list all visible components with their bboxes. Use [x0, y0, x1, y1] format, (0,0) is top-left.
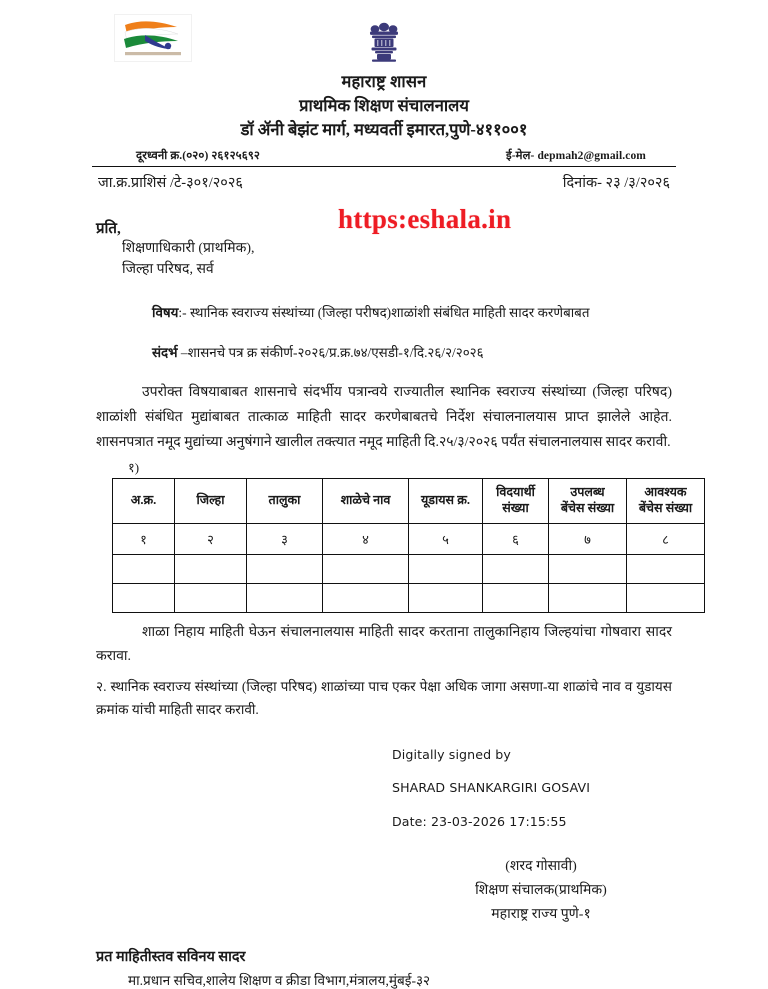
reference-text: –शासनचे पत्र क्र संकीर्ण-२०२६/प्र.क्र.७४/एसडी-१/दि.२६/२/२०२६: [177, 345, 484, 361]
digital-signature-line-1: Digitally signed by: [392, 746, 511, 762]
letter-meta-row: [96, 167, 672, 192]
org-name-line2: प्राथमिक शिक्षण संचालनालय: [299, 95, 469, 115]
empty-cell: [409, 583, 483, 612]
column-number-cell: ५: [409, 523, 483, 554]
empty-cell: [409, 554, 483, 583]
table-header-row: [113, 478, 705, 523]
empty-cell: [627, 554, 705, 583]
footer-copy-to: मा.प्रधान सचिव,शालेय शिक्षण व क्रीडा विभाग,मंत्रालय,मुंबई-३२: [128, 973, 431, 989]
phone-number: दूरध्वनी क्र.(०२०) २६१२५६९२: [136, 149, 260, 162]
table-row: [113, 583, 705, 612]
signatory-name: (शरद गोसावी): [505, 859, 577, 875]
table-header-cell: [113, 478, 175, 523]
empty-cell: [549, 554, 627, 583]
body-paragraph-1: उपरोक्त विषयाबाबत शासनाचे संदर्भीय पत्रान्वये राज्यातील स्थानिक स्वराज्य संस्थांच्या (जिल्हा परिषद) शाळांशी संबंधित मुद्यांबाबत तात्काळ माहिती सादर करणेबाबतचे निर्देश संचालनालयास प्राप्त झालेले आहेत. शासनपत्रात नमूद मुद्यांच्या अनुषंगाने खालील तक्त्यात नमूद माहिती दि.२५/३/२०२६ पर्यंत संचालनालयास सादर करावी.: [96, 385, 672, 450]
subject-text: :- स्थानिक स्वराज्य संस्थांच्या (जिल्हा परीषद)शाळांशी संबंधित माहिती सादर करणेबाबत: [178, 305, 590, 321]
table-header-cell: [483, 478, 549, 523]
reference-line: [152, 343, 672, 361]
empty-cell: [323, 583, 409, 612]
logo-row: [96, 0, 672, 70]
header-line-2: बेंचेस संख्या: [638, 500, 693, 515]
org-address: डॉ ॲनी बेझंट मार्ग, मध्यवर्ती इमारत,पुणे-४११००१: [240, 119, 528, 139]
footer-block: [96, 947, 672, 989]
empty-cell: [113, 583, 175, 612]
contact-row: [96, 142, 672, 166]
header-line-2: संख्या: [502, 500, 529, 515]
header-line-1: जिल्हा: [196, 492, 225, 507]
header-line-1: उपलब्ध: [570, 485, 605, 500]
empty-cell: [627, 583, 705, 612]
signature-block: [392, 730, 672, 927]
digital-signature-line-3: Date: 23-03-2026 17:15:55: [392, 813, 567, 829]
school-info-table: [112, 478, 705, 613]
table-row: [113, 523, 705, 554]
letter-date: दिनांक- २३ /३/२०२६: [562, 174, 670, 191]
to-label: प्रति,: [96, 220, 121, 237]
table-row: [113, 554, 705, 583]
empty-cell: [113, 554, 175, 583]
tricolor-swoosh-logo: [114, 14, 192, 62]
table-header-cell: [627, 478, 705, 523]
list-marker-1: १): [128, 459, 140, 475]
signatory-office: महाराष्ट्र राज्य पुणे-१: [491, 907, 591, 923]
table-header-cell: [549, 478, 627, 523]
signatory-designation: शिक्षण संचालक(प्राथमिक): [475, 883, 607, 899]
header-line-1: अ.क्र.: [130, 492, 157, 507]
header-line-1: तालुका: [268, 492, 301, 507]
empty-cell: [549, 583, 627, 612]
body-paragraph-after-table: शाळा निहाय माहिती घेऊन संचालनालयास माहिती सादर करताना तालुकानिहाय जिल्हयांचा गोषवारा सादर करावा.: [96, 624, 672, 664]
digital-signature-line-2: SHARAD SHANKARGIRI GOSAVI: [392, 780, 591, 796]
letterhead: [96, 70, 672, 142]
watermark-text: https:eshala.in: [338, 204, 512, 234]
table-header-cell: [323, 478, 409, 523]
column-number-cell: १: [113, 523, 175, 554]
empty-cell: [483, 583, 549, 612]
column-number-cell: ३: [247, 523, 323, 554]
empty-cell: [175, 554, 247, 583]
addressee-line-2: जिल्हा परिषद, सर्व: [122, 262, 214, 278]
empty-cell: [247, 554, 323, 583]
column-number-cell: ४: [323, 523, 409, 554]
column-number-cell: २: [175, 523, 247, 554]
reference-label: संदर्भ: [152, 345, 178, 361]
table-header-cell: [247, 478, 323, 523]
digital-signature-info: [392, 730, 672, 847]
letter-number: जा.क्र.प्राशिसं /टे-३०१/२०२६: [98, 174, 243, 191]
empty-cell: [483, 554, 549, 583]
table-header-cell: [175, 478, 247, 523]
addressee-line-1: शिक्षणाधिकारी (प्राथमिक),: [122, 240, 255, 256]
empty-cell: [175, 583, 247, 612]
subject-label: विषय: [152, 305, 179, 321]
column-number-cell: ७: [549, 523, 627, 554]
column-number-cell: ६: [483, 523, 549, 554]
email-address: ई-मेल- depmah2@gmail.com: [505, 149, 646, 162]
body-paragraph-item-2: २. स्थानिक स्वराज्य संस्थांच्या (जिल्हा परिषद) शाळांच्या पाच एकर पेक्षा अधिक जागा असणा-या शाळांचे नाव व युडायस क्रमांक यांची माहिती सादर करावी.: [96, 679, 672, 718]
header-line-1: यूडायस क्र.: [420, 492, 471, 507]
empty-cell: [247, 583, 323, 612]
header-line-2: बेंचेस संख्या: [560, 500, 615, 515]
header-line-1: आवश्यक: [644, 485, 687, 500]
header-line-1: विदयार्थी: [496, 485, 535, 500]
column-number-cell: ८: [627, 523, 705, 554]
subject-line: [152, 303, 672, 321]
ashoka-emblem-icon: [363, 18, 405, 66]
footer-heading: प्रत माहितीस्तव सविनय सादर: [96, 949, 246, 966]
org-name-line1: महाराष्ट्र शासन: [341, 72, 427, 91]
header-line-1: शाळेचे नाव: [340, 492, 391, 507]
table-header-cell: [409, 478, 483, 523]
empty-cell: [323, 554, 409, 583]
